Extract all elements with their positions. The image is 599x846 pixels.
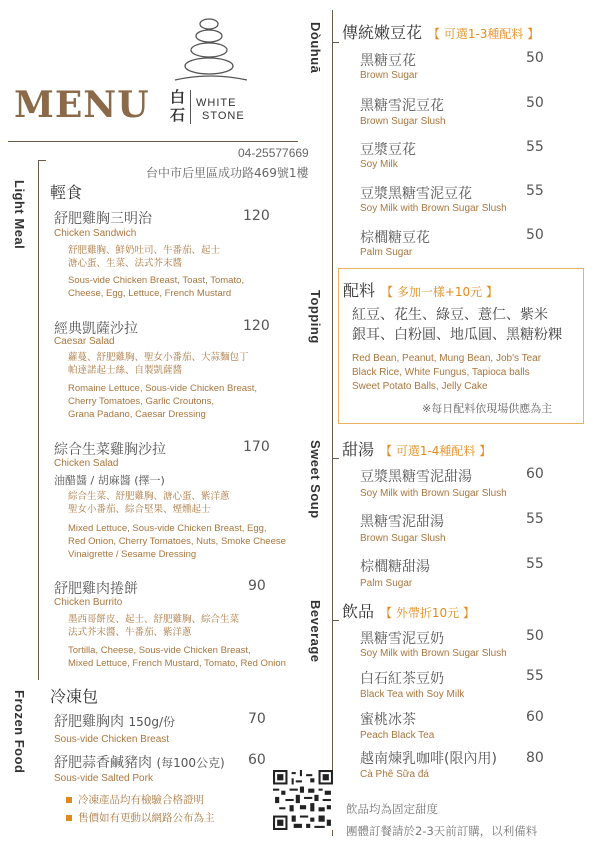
side-label-douhua: Dòuhuā — [308, 22, 323, 74]
item-desc-zh: 綜合生菜、舒肥雞胸、溏心蛋、紫洋蔥 聖女小番茄、綜合堅果、煙燻起士 — [68, 491, 230, 515]
menu-item-en: Palm Sugar — [360, 247, 413, 258]
stacked-stones-icon — [165, 12, 255, 86]
menu-item-name: 經典凱薩沙拉 — [54, 321, 138, 337]
menu-item-price: 50 — [526, 50, 544, 66]
square-bullet-icon — [66, 815, 72, 821]
menu-item-name: 綜合生菜雞胸沙拉 — [54, 442, 166, 458]
menu-item-price: 55 — [526, 556, 544, 572]
header-rule-short — [38, 160, 46, 161]
menu-item-en: Caesar Salad — [54, 336, 115, 347]
brand-divider — [190, 90, 191, 124]
item-desc-en: Tortilla, Cheese, Sous-vide Chicken Breast, Mixed Lettuce, French Mustard, Tomato, Red Onion — [68, 645, 286, 669]
header-rule — [8, 141, 298, 142]
menu-item-price: 55 — [526, 183, 544, 199]
sweet-soup-title: 甜湯 【 可選1-4種配料 】 — [342, 440, 492, 459]
main-divider — [332, 10, 333, 836]
menu-item-en: Chicken Burrito — [54, 597, 123, 608]
section-rule — [333, 620, 339, 621]
menu-item-name: 棕櫚糖豆花 — [360, 230, 430, 246]
address: 台中市后里區成功路469號1樓 — [146, 166, 309, 180]
menu-item-price: 60 — [526, 466, 544, 482]
menu-item-en: Chicken Salad — [54, 458, 119, 469]
menu-item-en: Palm Sugar — [360, 578, 413, 589]
side-label-topping: Topping — [308, 290, 323, 344]
menu-title: MENU — [14, 84, 150, 126]
item-desc-zh: 蘿蔓、舒肥雞胸、聖女小番茄、大蒜麵包丁 帕達諾起士絲、自製凱薩醬 — [68, 352, 249, 376]
square-bullet-icon — [66, 797, 72, 803]
menu-item-en: Soy Milk — [360, 159, 398, 170]
frozen-note: 冷凍產品均有檢驗合格證明 — [66, 792, 204, 807]
frozen-title: 冷凍包 — [50, 687, 99, 706]
menu-item-name: 舒肥雞胸肉 150g/份 — [54, 714, 176, 730]
item-desc-en: Mixed Lettuce, Sous-vide Chicken Breast, Egg, Red Onion, Cherry Tomatoes, Nuts, Smoke Cheese Vinaigrette / Sesame Dressing — [68, 523, 286, 560]
side-label-light-meal: Light Meal — [12, 180, 27, 250]
topping-footnote: ※每日配料依現場供應為主 — [422, 402, 553, 415]
menu-item-price: 55 — [526, 139, 544, 155]
item-desc-en: Sous-vide Chicken Breast, Toast, Tomato, Cheese, Egg, Lettuce, French Mustard — [68, 275, 245, 299]
menu-item-price: 50 — [526, 95, 544, 111]
menu-item-name: 黑糖雪泥豆花 — [360, 98, 444, 114]
menu-item-price: 70 — [248, 711, 266, 727]
menu-item-price: 120 — [243, 208, 270, 224]
brand-en-1: WHITE — [196, 97, 237, 109]
menu-item-name: 舒肥蒜香鹹豬肉 (每100公克) — [54, 755, 225, 771]
section-rule — [333, 458, 339, 459]
beverage-footer: 飲品均為固定甜度 團體訂餐請於2-3天前訂購，以利備料 — [346, 802, 538, 838]
menu-item-name: 豆漿黑糖雪泥豆花 — [360, 186, 472, 202]
menu-item-en: Brown Sugar Slush — [360, 116, 446, 127]
item-sauce: 油醋醬 / 胡麻醬 (擇一) — [54, 474, 165, 487]
topping-list-zh: 紅豆、花生、綠豆、薏仁、紫米 銀耳、白粉圓、地瓜圓、黑糖粉粿 — [352, 307, 562, 343]
menu-item-en: Soy Milk with Brown Sugar Slush — [360, 203, 507, 214]
menu-item-name: 白石紅茶豆奶 — [360, 671, 444, 687]
menu-item-en: Cà Phê Sữa đá — [360, 769, 429, 780]
menu-item-name: 棕櫚糖甜湯 — [360, 559, 430, 575]
brand-zh: 白石 — [170, 88, 186, 124]
light-meal-title: 輕食 — [50, 183, 83, 202]
qr-code-icon — [273, 770, 333, 830]
menu-item-en: Brown Sugar Slush — [360, 533, 446, 544]
menu-item-name: 豆漿黑糖雪泥甜湯 — [360, 469, 472, 485]
menu-item-price: 170 — [243, 439, 270, 455]
menu-item-en: Brown Sugar — [360, 70, 418, 81]
douhua-title: 傳統嫩豆花 【 可選1-3種配料 】 — [342, 23, 540, 42]
menu-item-name: 黑糖雪泥豆奶 — [360, 631, 444, 647]
menu-item-name: 蜜桃冰茶 — [360, 712, 416, 728]
menu-item-name: 豆漿豆花 — [360, 142, 416, 158]
menu-item-name: 越南煉乳咖啡(限內用) — [360, 751, 497, 767]
menu-item-en: Black Tea with Soy Milk — [360, 689, 465, 700]
phone-number: 04-25577669 — [238, 146, 309, 160]
item-desc-en: Romaine Lettuce, Sous-vide Chicken Breast, Cherry Tomatoes, Garlic Croutons, Grana Padano, Caesar Dressing — [68, 383, 258, 420]
side-label-frozen-food: Frozen Food — [12, 690, 27, 774]
menu-item-en: Peach Black Tea — [360, 730, 435, 741]
menu-item-name: 黑糖豆花 — [360, 53, 416, 69]
beverage-title: 飲品 【 外帶折10元 】 — [342, 602, 475, 621]
menu-item-en: Chicken Sandwich — [54, 228, 137, 239]
menu-item-price: 60 — [248, 752, 266, 768]
menu-item-en: Sous-vide Salted Pork — [54, 773, 153, 784]
menu-item-price: 60 — [526, 709, 544, 725]
menu-item-en: Sous-vide Chicken Breast — [54, 734, 170, 745]
menu-item-name: 黑糖雪泥甜湯 — [360, 514, 444, 530]
item-desc-zh: 舒肥雞胸、鮮奶吐司、牛番茄、起士 溏心蛋、生菜、法式芥末醬 — [68, 245, 221, 269]
section-rule — [333, 42, 339, 43]
side-label-sweet-soup: Sweet Soup — [308, 440, 323, 519]
menu-item-price: 50 — [526, 628, 544, 644]
menu-item-name: 舒肥雞肉捲餅 — [54, 581, 138, 597]
menu-item-name: 舒肥雞胸三明治 — [54, 211, 152, 227]
frozen-note: 售價如有更動以網路公布為主 — [66, 810, 215, 825]
menu-item-price: 120 — [243, 318, 270, 334]
menu-item-price: 50 — [526, 227, 544, 243]
menu-item-price: 80 — [526, 750, 544, 766]
item-desc-zh: 墨西哥餅皮、起士、舒肥雞胸、綜合生菜 法式芥末醬、牛番茄、紫洋蔥 — [68, 614, 240, 638]
menu-item-price: 55 — [526, 511, 544, 527]
topping-list-en: Red Bean, Peanut, Mung Bean, Job's Tear Black Rice, White Fungus, Tapioca balls Sweet Potato Balls, Jelly Cake — [352, 353, 542, 392]
topping-title: 配料 【 多加一樣+10元 】 — [343, 281, 498, 300]
side-label-beverage: Beverage — [308, 600, 323, 663]
brand-en-2: STONE — [202, 110, 245, 122]
left-divider — [38, 160, 39, 680]
menu-item-en: Soy Milk with Brown Sugar Slush — [360, 488, 507, 499]
menu-item-price: 90 — [248, 578, 266, 594]
menu-item-price: 55 — [526, 668, 544, 684]
menu-item-en: Soy Milk with Brown Sugar Slush — [360, 648, 507, 659]
